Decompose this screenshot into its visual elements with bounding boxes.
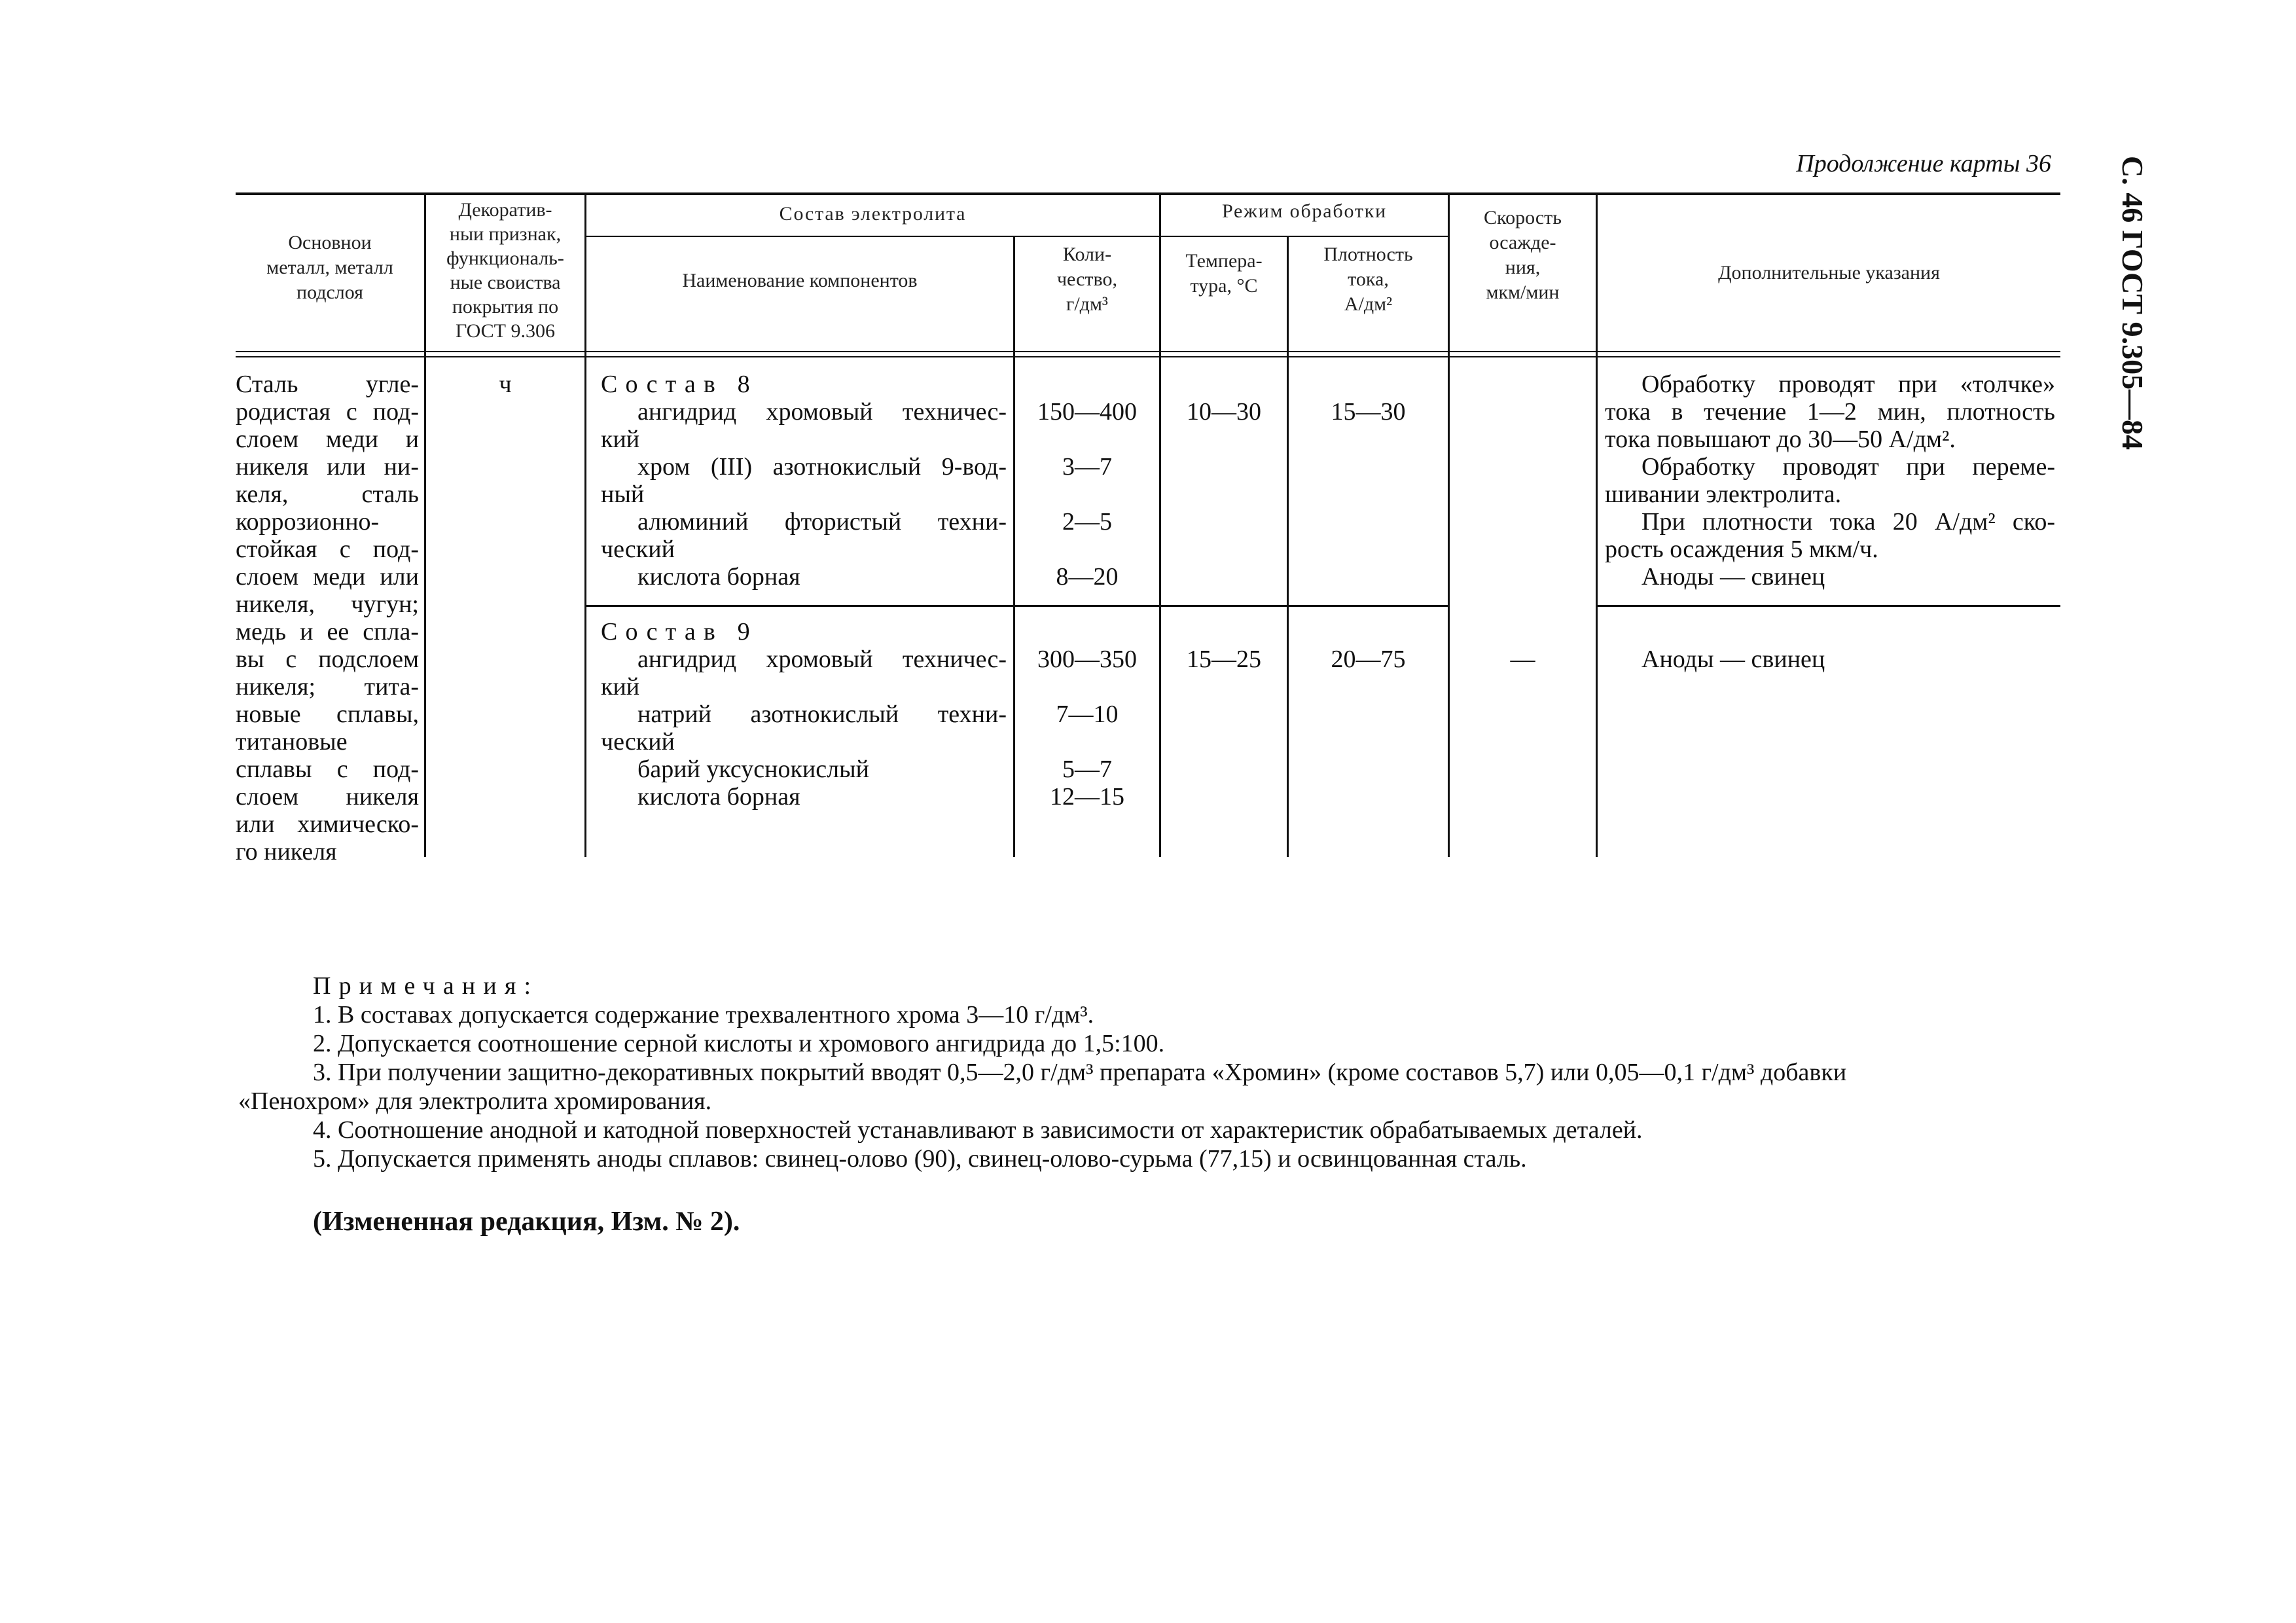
composition-divider xyxy=(584,605,1449,607)
composition-9-temperature: 15—25 xyxy=(1187,646,1261,673)
composition-9-density: 20—75 xyxy=(1331,646,1406,673)
composition-8-components: Состав 8 ангидрид хромовый техничес- кий хром (III) азотнокислый 9-вод- ный алюминий фтористый техни- ческий кислота борная xyxy=(601,371,1007,591)
notes-title: Примечания: xyxy=(313,972,539,1000)
note-2: 2. Допускается соотношение серной кислоты и хромового ангидрида до 1,5:100. xyxy=(313,1030,1165,1057)
composition-9-quantities: 300—350 7—10 5—7 12—15 xyxy=(1037,646,1137,811)
header-bottom-rule xyxy=(236,351,2060,352)
continuation-label: Продолжение карты 36 xyxy=(1796,150,2051,177)
header-mode: Режим обработки xyxy=(1221,200,1388,222)
composition-8-quantities: 150—400 3—7 2—5 8—20 xyxy=(1037,398,1137,591)
note-1: 1. В составах допускается содержание трехвалентного хрома 3—10 г/дм³. xyxy=(313,1001,1094,1029)
header-components: Наименование компонентов xyxy=(682,270,918,291)
composition-8-density: 15—30 xyxy=(1331,398,1406,426)
document-side-label: С. 46 ГОСТ 9.305—84 xyxy=(2116,156,2149,450)
header-decorative: Декоратив- ныи признак, функциональ- ные своиства покрытия по ГОСТ 9.306 xyxy=(446,199,564,342)
header-base-metal: Основнои металл, металл подслоя xyxy=(266,232,393,303)
header-subdivider xyxy=(584,236,1449,237)
composition-title: Состав 9 xyxy=(601,618,758,646)
composition-8-temperature: 10—30 xyxy=(1187,398,1261,426)
header-temperature: Темпера- тура, °С xyxy=(1185,250,1263,297)
header-quantity: Коли- чество, г/дм³ xyxy=(1056,244,1118,315)
note-3: 3. При получении защитно-декоративных покрытий вводят 0,5—2,0 г/дм³ препарата «Хромин» (кроме составов 5,7) или 0,05—0,1 г/дм³ добавки xyxy=(313,1059,1847,1086)
note-4: 4. Соотношение анодной и катодной поверхностей устанавливают в зависимости от характеристик обрабатываемых деталей. xyxy=(313,1116,1643,1144)
composition-8-notes: Обработку проводят при «толчке» тока в течение 1—2 мин, плотность тока повышают до 30—50 А/дм². Обработку проводят при переме- шивании электролита. При плотности тока 20 А/дм² ско- рость осаждения 5 мкм/ч. Аноды — свинец xyxy=(1605,371,2055,591)
note-3-continued: «Пенохром» для электролита хромирования. xyxy=(238,1087,712,1115)
note-5: 5. Допускается применять аноды сплавов: свинец-олово (90), свинец-олово-сурьма (77,15) и освинцованная сталь. xyxy=(313,1145,1527,1173)
header-electrolyte: Состав электролита xyxy=(779,203,967,225)
header-notes: Дополнительные указания xyxy=(1718,262,1940,283)
composition-9-notes: Аноды — свинец xyxy=(1641,646,1825,673)
header-density: Плотность тока, А/дм² xyxy=(1323,244,1413,315)
table-top-border xyxy=(236,192,2060,195)
col-divider-5 xyxy=(1287,236,1289,857)
decorative-value: ч xyxy=(499,371,512,398)
header-bottom-rule-2 xyxy=(236,356,2060,357)
col-divider-7 xyxy=(1596,192,1598,857)
amendment-note: (Измененная редакция, Изм. № 2). xyxy=(313,1207,740,1237)
composition-title: Состав 8 xyxy=(601,371,758,398)
notes-block xyxy=(238,972,1847,1173)
composition-9-components: Состав 9 ангидрид хромовый техничес- кий натрий азотнокислый техни- ческий барий уксуснокислый кислота борная xyxy=(601,618,1007,811)
base-metal-cell: Сталь угле- родистая с под- слоем меди и никеля или ни- келя, сталь коррозионно- стойкая с под- слоем меди или никеля, чугун; медь и ее спла- вы с подслоем никеля; тита- новые сплавы, титановые сплавы с под- слоем никеля или химическо- го никеля xyxy=(236,371,419,866)
header-speed: Скорость осажде- ния, мкм/мин xyxy=(1484,207,1562,303)
speed-value: — xyxy=(1510,646,1535,673)
notes-divider xyxy=(1596,605,2060,607)
